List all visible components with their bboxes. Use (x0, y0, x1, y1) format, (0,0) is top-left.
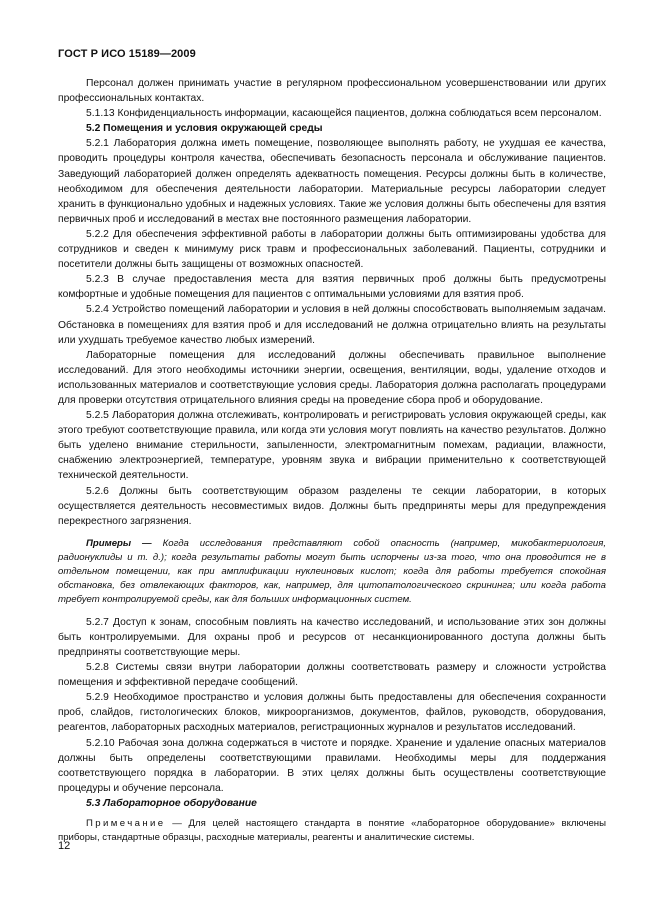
document-body (58, 76, 606, 845)
paragraph-5-2-5: 5.2.5 Лаборатория должна отслеживать, контролировать и регистрировать условия окружающей среды, как этого требуют соответствующие правила, или когда эти условия могут повлиять на качество результатов. Должно быть уделено внимание стерильности, запыленности, электромагнитным помехам, радиации, влажности, снабжению электроэнергией, температуре, уровням звука и вибрации применительно к соответствующей технической деятельности. (58, 410, 606, 482)
document-header: ГОСТ Р ИСО 15189—2009 (58, 48, 196, 60)
paragraph-5-2-4-cont: Лабораторные помещения для исследований должны обеспечивать правильное выполнение исследований. Для этого необходимы источники энергии, освещения, вентиляции, воды, удаление отходов и использованных материалов и соответствующие условия среды. Лаборатория должна располагать процедурами для проверки отсутствия отрицательного влияния среды на проведение сбора проб и оборудование. (58, 349, 606, 406)
section-heading-5-2: 5.2 Помещения и условия окружающей среды (86, 123, 323, 135)
page-number: 12 (58, 840, 71, 852)
paragraph-5-2-6: 5.2.6 Должны быть соответствующим образом разделены те секции лаборатории, в которых осуществляется деятельность несовместимых видов. Должны быть предприняты меры для предупреждения перекрестного загрязнения. (58, 485, 606, 527)
examples-label: Примеры — (86, 537, 152, 549)
paragraph-5-2-9: 5.2.9 Необходимое пространство и условия должны быть предоставлены для обеспечения сохранности проб, слайдов, гистологических блоков, микроорганизмов, документов, файлов, руководств, оборудования, реагентов, лабораторных расходных материалов, регистрационных журналов и результатов исследований. (58, 692, 606, 734)
section-heading-5-3: 5.3 Лабораторное оборудование (86, 797, 257, 809)
note-label: Примечание (86, 818, 166, 830)
examples-block (58, 537, 606, 607)
paragraph-5-2-3: 5.2.3 В случае предоставления места для взятия первичных проб должны быть предусмотрены комфортные и удобные помещения для пациентов с оптимальными условиями для взятия проб. (58, 274, 606, 301)
examples-text: Когда исследования представляют собой опасность (например, микобактериология, радионуклиды и т. д.); когда результаты работы могут быть испорчены из-за того, что она проводится не в отдельном помещении, как при амплификации нуклеиновых кислот; когда для работы требуется спокойная обстановка, без отвлекающих факторов, как, например, для цитопатологического скрининга; или когда работа требует контролируемой среды, как для больших информационных систем. (58, 537, 606, 605)
paragraph-5-2-7: 5.2.7 Доступ к зонам, способным повлиять на качество исследований, и использование этих зон должны быть контролируемыми. Для охраны проб и ресурсов от несанкционированного доступа должны быть предприняты соответствующие меры. (58, 616, 606, 658)
paragraph-5-1-13: 5.1.13 Конфиденциальность информации, касающейся пациентов, должна соблюдаться всем персоналом. (86, 108, 602, 120)
paragraph-5-2-4: 5.2.4 Устройство помещений лаборатории и условия в ней должны способствовать выполняемым задачам. Обстановка в помещениях для взятия проб и для исследований не должна отрицательно влиять на результаты или ухудшать требуемое качество любых измерений. (58, 304, 606, 346)
note-text: — Для целей настоящего стандарта в понятие «лабораторное оборудование» включены приборы, стандартные образцы, расходные материалы, реагенты и аналитические системы. (58, 818, 606, 844)
paragraph-5-2-2: 5.2.2 Для обеспечения эффективной работы в лаборатории должны быть оптимизированы удобства для сотрудников и сведен к минимуму риск травм и профессиональных заболеваний. Пациенты, сотрудники и посетители должны быть защищены от возможных опасностей. (58, 228, 606, 271)
paragraph-5-2-8: 5.2.8 Системы связи внутри лаборатории должны соответствовать размеру и сложности устройства помещения и эффективной передаче сообщений. (58, 662, 606, 689)
paragraph-5-2-1: 5.2.1 Лаборатория должна иметь помещение, позволяющее выполнять работу, не ухудшая ее качества, проводить процедуры контроля качества, обеспечивать безопасность персонала и обслуживание пациентов. Заведующий лабораторией должен определять адекватность помещения. Ресурсы должны быть в количестве, необходимом для обеспечения деятельности лаборатории. Материальные ресурсы лаборатории следует хранить в функционально удобных и надежных условиях. Такие же условия должны быть обеспечены для взятия первичных проб и исследований в местах вне постоянного размещения лаборатории. (58, 138, 606, 225)
paragraph: Персонал должен принимать участие в регулярном профессиональном усовершенствовании или других профессиональных контактах. (58, 78, 606, 105)
paragraph-5-2-10: 5.2.10 Рабочая зона должна содержаться в чистоте и порядке. Хранение и удаление опасных материалов должны быть определены соответствующими правилами. Необходимы меры для поддержания соответствующего порядка в лаборатории. В этих целях должны быть осуществлены соответствующие процедуры и обучение персонала. (58, 737, 606, 794)
note-block (58, 817, 606, 845)
